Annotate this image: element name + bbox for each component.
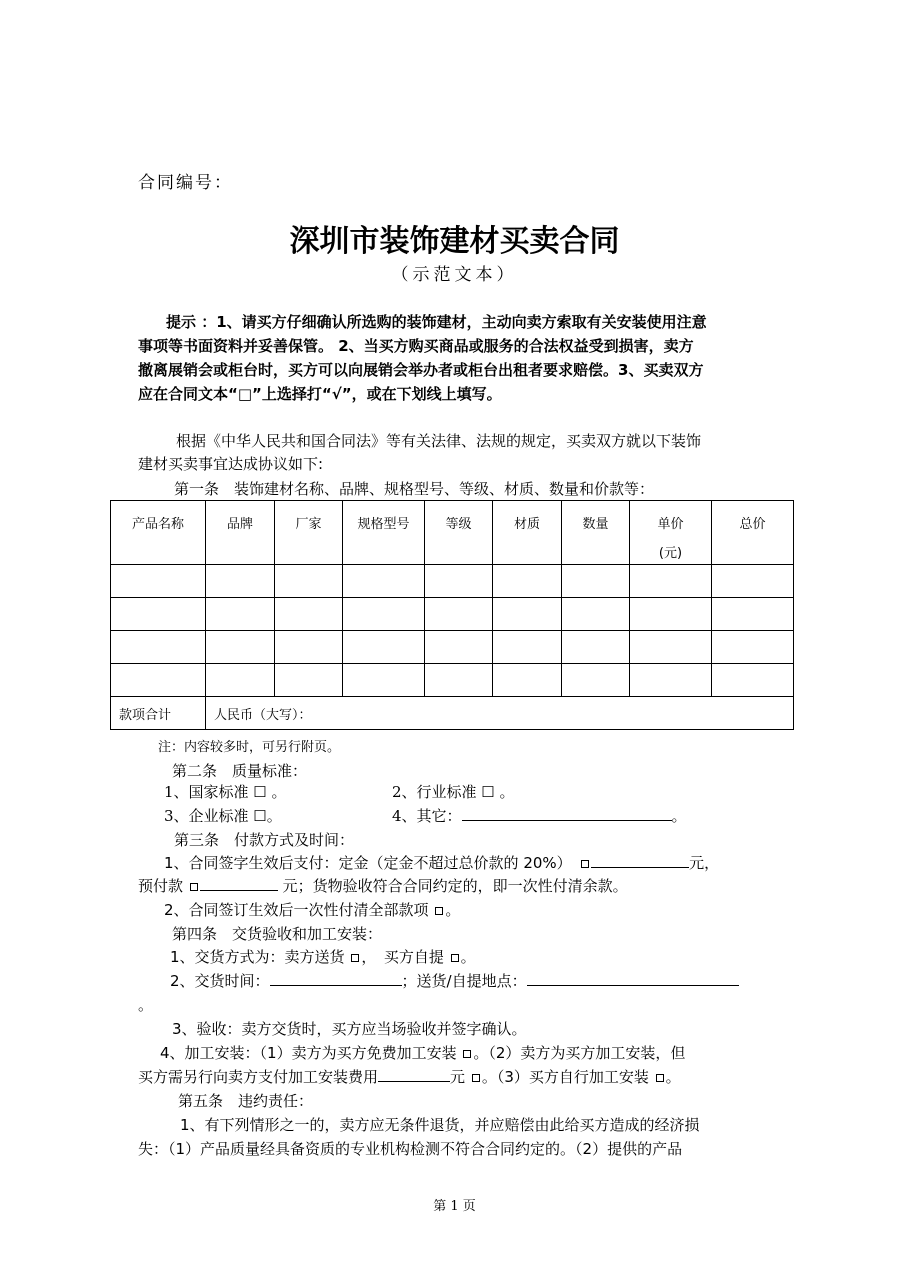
contract-number-label: 合同编号： xyxy=(138,173,233,193)
table-header-cell: 数量 xyxy=(562,501,630,565)
intro-line-1: 根据《中华人民共和国合同法》等有关法律、法规的规定，买卖双方就以下装饰 xyxy=(176,432,702,450)
page-number: 第 1 页 xyxy=(433,1199,476,1214)
table-header-cell: 产品名称 xyxy=(111,501,206,565)
article2-title: 第二条 质量标准： xyxy=(172,762,308,780)
article5-title: 第五条 违约责任： xyxy=(178,1092,314,1110)
delivery-method-line: 1、交货方式为：卖方送货 ， 买方自提 。 xyxy=(170,948,476,966)
table-note: 注：内容较多时，可另行附页。 xyxy=(158,740,341,755)
installation-line-1: 4、加工安装：（1）卖方为买方免费加工安装 。（2）卖方为买方加工安装，但 xyxy=(160,1044,686,1062)
table-header-cell: 总价 xyxy=(712,501,794,565)
delivery-time-line-end: 。 xyxy=(138,996,154,1014)
intro-line-2: 建材买卖事宜达成协议如下: xyxy=(138,455,324,473)
table-header-cell: 厂家 xyxy=(275,501,343,565)
document-title: 深圳市装饰建材买卖合同 xyxy=(289,224,620,259)
quality-option-other: 4、其它： 。 xyxy=(392,807,687,825)
liability-line-1: 1、有下列情形之一的，卖方应无条件退货，并应赔偿由此给买方造成的经济损 xyxy=(180,1116,700,1134)
total-amount-cell: 人民币（大写）： xyxy=(206,697,794,730)
table-row xyxy=(111,664,794,697)
quality-option-industry: 2、行业标准 ☐ 。 xyxy=(392,783,515,801)
table-header-cell: 材质 xyxy=(493,501,562,565)
inspection-line: 3、验收：卖方交货时，买方应当场验收并签字确认。 xyxy=(172,1020,527,1038)
seller-delivery-checkbox[interactable] xyxy=(351,954,359,962)
deposit-checkbox[interactable] xyxy=(581,860,589,868)
table-total-row xyxy=(111,697,794,730)
free-install-checkbox[interactable] xyxy=(463,1050,471,1058)
table-header-cell: 等级 xyxy=(425,501,493,565)
payment-line-3: 2、合同签订生效后一次性付清全部款项 。 xyxy=(164,901,461,919)
article1-title: 第一条 装饰建材名称、品牌、规格型号、等级、材质、数量和价款等： xyxy=(174,480,655,498)
article3-title: 第三条 付款方式及时间： xyxy=(174,831,355,849)
paid-install-checkbox[interactable] xyxy=(472,1074,480,1082)
delivery-time-blank[interactable] xyxy=(270,970,402,986)
table-header-cell: 单价 (元) xyxy=(630,501,712,565)
tip-line-3: 撤离展销会或柜台时，买方可以向展销会举办者或柜台出租者要求赔偿。3、买卖双方 xyxy=(138,361,704,379)
delivery-time-line: 2、交货时间： ；送货/自提地点： xyxy=(170,970,739,992)
full-payment-checkbox[interactable] xyxy=(435,907,443,915)
self-install-checkbox[interactable] xyxy=(656,1074,664,1082)
install-fee-blank[interactable] xyxy=(378,1066,450,1082)
table-row xyxy=(111,565,794,598)
payment-line-1: 1、合同签字生效后支付：定金（定金不超过总价款的 20%） 元， xyxy=(164,854,720,872)
total-label-cell: 款项合计 xyxy=(111,697,206,730)
tip-line-2: 事项等书面资料并妥善保管。 2、当买方购买商品或服务的合法权益受到损害，卖方 xyxy=(138,337,694,355)
buyer-pickup-checkbox[interactable] xyxy=(451,954,459,962)
article4-title: 第四条 交货验收和加工安装： xyxy=(172,925,383,943)
installation-line-2: 买方需另行向卖方支付加工安装费用 元 。（3）买方自行加工安装 。 xyxy=(138,1068,681,1086)
table-header-row xyxy=(111,501,794,565)
tip-line-4: 应在合同文本“□”上选择打“√”，或在下划线上填写。 xyxy=(138,385,502,403)
tip-section xyxy=(138,310,778,406)
table-row xyxy=(111,631,794,664)
tip-line-1: 提示 ：1、请买方仔细确认所选购的装饰建材，主动向卖方索取有关安装使用注意 xyxy=(166,313,707,331)
quality-option-national: 1、国家标准 ☐ 。 xyxy=(164,783,287,801)
items-table xyxy=(110,500,794,730)
delivery-location-blank[interactable] xyxy=(527,970,739,986)
table-row xyxy=(111,598,794,631)
quality-option-enterprise: 3、企业标准 ☐。 xyxy=(164,807,282,825)
payment-line-2: 预付款 元；货物验收符合合同约定的，即一次性付清余款。 xyxy=(138,877,628,895)
table-header-cell: 品牌 xyxy=(206,501,275,565)
unit-price-unit: (元) xyxy=(658,546,683,561)
other-standard-blank[interactable] xyxy=(462,805,672,821)
prepayment-checkbox[interactable] xyxy=(190,883,198,891)
document-subtitle: （示范文本） xyxy=(391,265,518,285)
table-header-cell: 规格型号 xyxy=(343,501,425,565)
prepayment-amount-blank[interactable] xyxy=(200,875,278,891)
liability-line-2: 失：（1）产品质量经具备资质的专业机构检测不符合合同约定的。（2）提供的产品 xyxy=(138,1140,683,1158)
deposit-amount-blank[interactable] xyxy=(591,852,689,868)
